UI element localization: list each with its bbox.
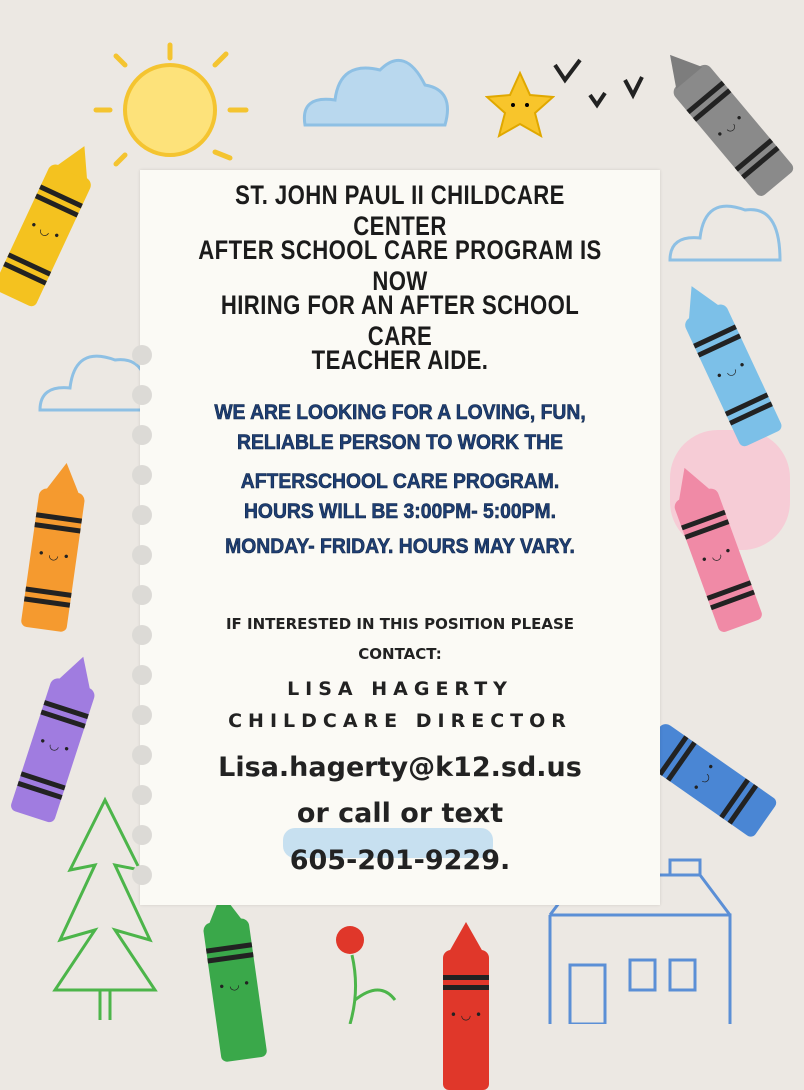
description-line: RELIABLE PERSON TO WORK THE — [237, 431, 563, 454]
crayon-red-icon: • ◡ • — [443, 950, 489, 1090]
contact-name: LISA HAGERTY — [287, 678, 513, 700]
crayon-pink-icon: • ◡ • — [672, 486, 763, 633]
sun-icon — [90, 40, 260, 170]
contact-email[interactable]: Lisa.hagerty@k12.sd.us — [218, 752, 582, 783]
flower-icon — [320, 920, 400, 1024]
birds-icon — [550, 55, 650, 110]
paper-hole — [132, 465, 152, 485]
crayon-blue-icon: • ◡ • — [637, 721, 778, 839]
cloud-icon — [660, 180, 790, 270]
paper-hole — [132, 585, 152, 605]
paper-hole — [132, 345, 152, 365]
paper-hole — [132, 425, 152, 445]
paper-hole — [132, 545, 152, 565]
description-line: HOURS WILL BE 3:00PM- 5:00PM. — [243, 500, 557, 523]
contact-title: CHILDCARE DIRECTOR — [228, 710, 572, 732]
description-line: AFTERSCHOOL CARE PROGRAM. — [240, 470, 560, 493]
heading-line: AFTER SCHOOL CARE PROGRAM IS NOW — [198, 235, 602, 296]
contact-prompt: CONTACT: — [358, 645, 442, 663]
crayon-yellow-icon: • ◡ • — [0, 162, 93, 308]
heading-line: ST. JOHN PAUL II CHILDCARE CENTER — [235, 180, 565, 241]
heading-line: TEACHER AIDE. — [311, 345, 489, 375]
call-text: or call or text — [296, 798, 504, 829]
paper-hole — [132, 505, 152, 525]
crayon-purple-icon: • ◡ • — [9, 676, 96, 823]
description-line: WE ARE LOOKING FOR A LOVING, FUN, — [214, 401, 586, 424]
paper-hole — [132, 385, 152, 405]
contact-phone[interactable]: 605-201-9229. — [289, 845, 511, 876]
crayon-lightblue-icon: • ◡ • — [683, 302, 784, 448]
star-icon — [485, 70, 555, 140]
crayon-orange-icon: • ◡ • — [20, 487, 85, 632]
cloud-icon — [295, 40, 455, 140]
description-line: MONDAY- FRIDAY. HOURS MAY VARY. — [225, 535, 575, 558]
heading-line: HIRING FOR AN AFTER SCHOOL CARE — [220, 290, 580, 351]
crayon-gray-icon: • ◡ • — [670, 62, 795, 199]
crayon-green-icon: • ◡ • — [202, 917, 267, 1062]
contact-prompt: IF INTERESTED IN THIS POSITION PLEASE — [225, 615, 575, 633]
